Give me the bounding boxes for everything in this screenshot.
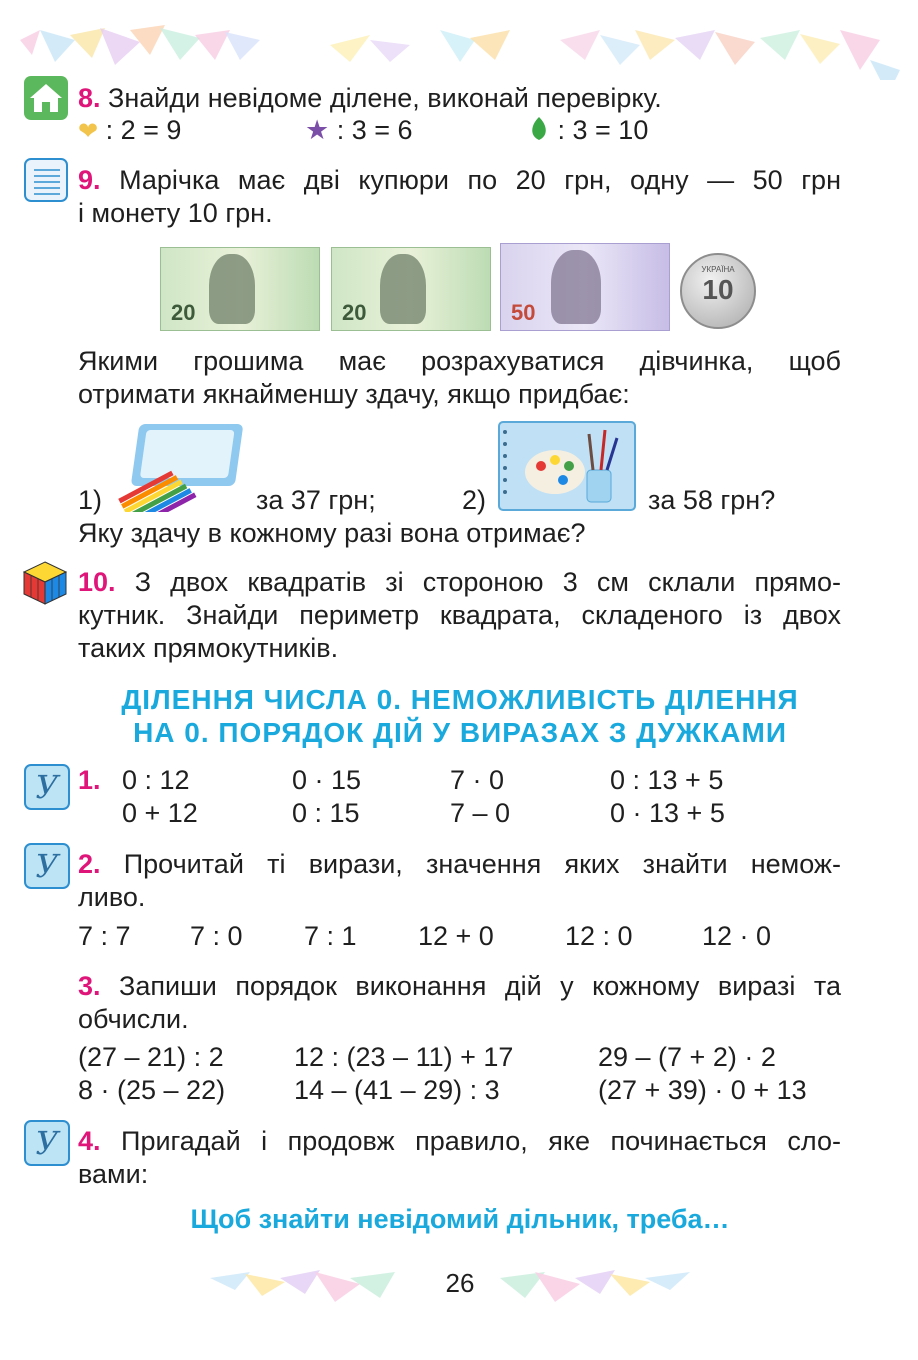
task-number: 1. xyxy=(78,765,101,795)
equation-2: : 3 = 6 xyxy=(336,115,413,145)
expr: 7 : 1 xyxy=(304,921,357,951)
task-9-question-1: Якими грошима має розрахуватися дівчинка, щоб xyxy=(78,346,841,376)
expr: 0 : 13 + 5 xyxy=(610,765,724,795)
exercise-4-line-1 xyxy=(78,1125,841,1158)
expr: 14 – (41 – 29) : 3 xyxy=(294,1075,500,1105)
rubik-cube-icon xyxy=(22,560,68,606)
expr: 0 : 12 xyxy=(122,765,190,795)
star-icon: ★ xyxy=(305,115,330,145)
denomination: 20 xyxy=(171,300,196,325)
task-10-line-3: таких прямокутників. xyxy=(78,633,339,663)
expr: 7 : 7 xyxy=(78,921,131,951)
task-text: Запиши порядок виконання дій у кожному виразі та xyxy=(119,971,841,1001)
expr: (27 + 39) · 0 + 13 xyxy=(598,1075,807,1105)
task-text: Прочитай ті вирази, значення яких знайти немож- xyxy=(123,849,841,879)
expr: 0 : 15 xyxy=(292,798,360,828)
banknote-20-a xyxy=(160,247,320,331)
task-8-eq3 xyxy=(528,114,648,147)
coin-10 xyxy=(680,253,756,329)
exercise-2-line-1 xyxy=(78,848,841,881)
task-number: 2. xyxy=(78,849,101,879)
equation-3: : 3 = 10 xyxy=(557,115,649,145)
exercise-3-line-1 xyxy=(78,970,841,1003)
task-text: З двох квадратів зі стороною 3 см склали прямо- xyxy=(134,567,841,597)
task-8-eq2 xyxy=(305,114,413,147)
task-10-line-2: кутник. Знайди периметр квадрата, складеного із двох xyxy=(78,600,841,630)
equation-1: : 2 = 9 xyxy=(105,115,182,145)
portrait xyxy=(380,254,426,324)
banknote-50 xyxy=(500,243,670,331)
task-text: Пригадай і продовж правило, яке починається сло- xyxy=(121,1126,841,1156)
section-heading-line-2: НА 0. ПОРЯДОК ДІЙ У ВИРАЗАХ З ДУЖКАМИ xyxy=(133,717,787,748)
expr: 12 · 0 xyxy=(702,921,772,951)
expr: 12 + 0 xyxy=(418,921,494,951)
section-heading-line-1: ДІЛЕННЯ ЧИСЛА 0. НЕМОЖЛИВІСТЬ ДІЛЕННЯ xyxy=(121,684,799,715)
denomination: 20 xyxy=(342,300,367,325)
letter-u-icon: У xyxy=(24,1120,70,1166)
expr: 7 · 0 xyxy=(450,765,505,795)
task-text: Марічка має дві купюри по 20 грн, одну — 50 грн xyxy=(119,165,841,195)
banknote-20-b xyxy=(331,247,491,331)
item-2-price: за 58 грн? xyxy=(648,485,776,515)
page-number: 26 xyxy=(445,1268,475,1298)
expr: 12 : (23 – 11) + 17 xyxy=(294,1042,514,1072)
expr: 7 – 0 xyxy=(450,798,511,828)
task-9-line-1 xyxy=(78,164,841,197)
item-1-number: 1) xyxy=(78,485,103,515)
task-8-line xyxy=(78,82,662,115)
item-1-price: за 37 грн; xyxy=(256,485,376,515)
expr: (27 – 21) : 2 xyxy=(78,1042,224,1072)
letter-u-icon: У xyxy=(24,764,70,810)
expr: 29 – (7 + 2) · 2 xyxy=(598,1042,776,1072)
top-decoration xyxy=(0,0,918,80)
denomination: 50 xyxy=(511,300,536,325)
task-10-line-1 xyxy=(78,566,841,599)
exercise-3-line-2: обчисли. xyxy=(78,1004,189,1034)
task-number: 4. xyxy=(78,1126,101,1156)
item-2-number: 2) xyxy=(462,485,487,515)
portrait xyxy=(209,254,255,324)
exercise-4-line-2: вами: xyxy=(78,1159,149,1189)
notebook-icon xyxy=(24,158,68,202)
expr: 0 · 15 xyxy=(292,765,362,795)
task-9-question-2: отримати якнайменшу здачу, якщо придбає: xyxy=(78,379,630,409)
task-8-equations xyxy=(78,114,181,148)
rule-start: Щоб знайти невідомий дільник, треба… xyxy=(190,1204,730,1234)
art-album-image xyxy=(497,420,637,512)
expr: 8 · (25 – 22) xyxy=(78,1075,226,1105)
expr: 12 : 0 xyxy=(565,921,633,951)
exercise-2-line-2: ливо. xyxy=(78,882,146,912)
portrait xyxy=(551,250,601,324)
coin-caption: УКРАЇНА xyxy=(701,265,735,274)
task-number: 10. xyxy=(78,567,116,597)
expr: 0 · 13 + 5 xyxy=(610,798,725,828)
coin-value: 10 xyxy=(702,274,734,305)
task-text: Знайди невідоме ділене, виконай перевірку. xyxy=(108,83,662,113)
crayons-box-image xyxy=(112,420,252,512)
task-9-question-3: Яку здачу в кожному разі вона отримає? xyxy=(78,518,586,548)
task-number: 9. xyxy=(78,165,101,195)
expr: 0 + 12 xyxy=(122,798,198,828)
letter-u-icon: У xyxy=(24,843,70,889)
exercise-1-number xyxy=(78,764,101,797)
house-icon xyxy=(24,76,68,120)
task-9-line-2: і монету 10 грн. xyxy=(78,198,273,228)
heart-icon: ❤ xyxy=(78,118,99,145)
expr: 7 : 0 xyxy=(190,921,243,951)
task-number: 3. xyxy=(78,971,101,1001)
leaf-icon xyxy=(528,116,550,142)
task-number: 8. xyxy=(78,83,101,113)
